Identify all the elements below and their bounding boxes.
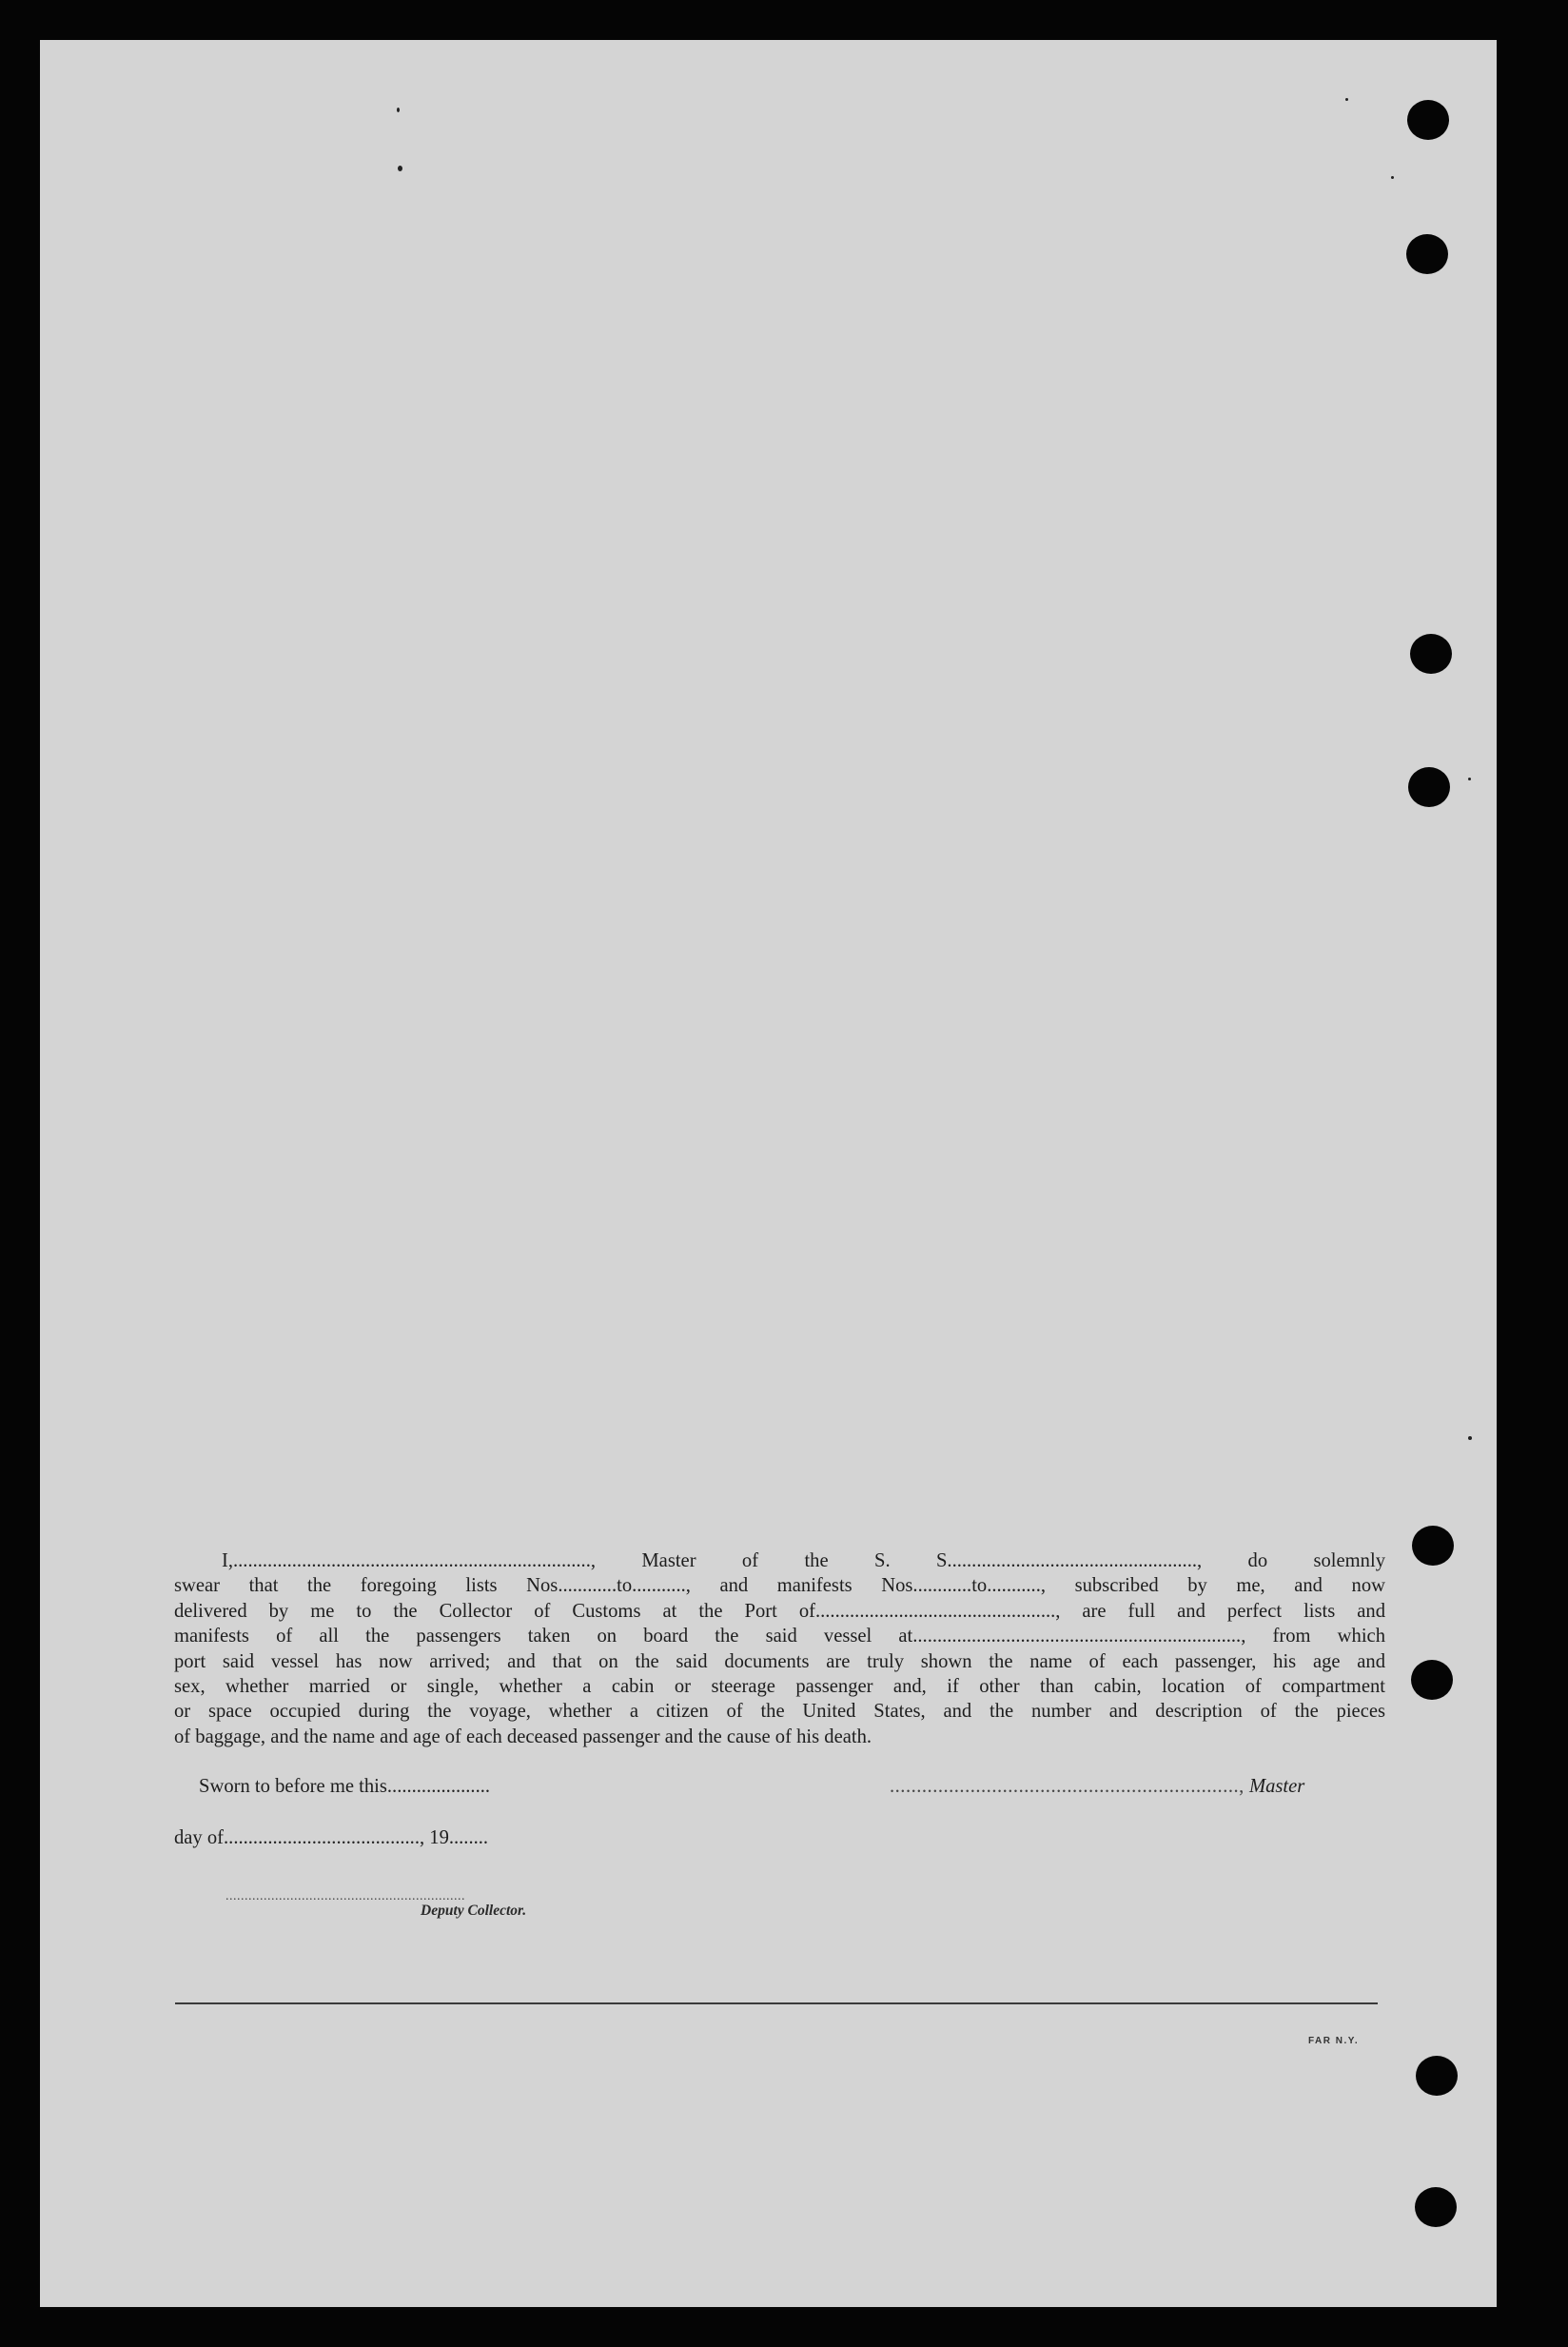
punch-hole-5 (1412, 1526, 1454, 1566)
oath-line-3: delivered by me to the Collector of Customs at the Port of................................................., are full and perfect lists and (174, 1600, 1385, 1622)
footer-rule (175, 2002, 1378, 2004)
master-label: Master (1248, 1776, 1305, 1797)
deputy-collector-label: Deputy Collector. (421, 1903, 527, 1919)
scan-speck (1468, 1436, 1472, 1440)
master-signature-field: ................................................................., (890, 1776, 1245, 1797)
oath-line-6: sex, whether married or single, whether a cabin or steerage passenger and, if other than cabin, location of compartment (174, 1676, 1385, 1698)
manifest-page (40, 40, 1497, 2307)
scan-speck (397, 108, 400, 112)
deputy-signature-field: ............................................................... (225, 1889, 465, 1903)
oath-line-7: or space occupied during the voyage, whether a citizen of the United States, and the number and description of the pieces (174, 1701, 1385, 1723)
oath-line-4: manifests of all the passengers taken on board the said vessel at..................................................................., from which (174, 1626, 1385, 1647)
oath-line-2: swear that the foregoing lists Nos............to..........., and manifests Nos............to..........., subscribed by me, and now (174, 1575, 1385, 1597)
oath-line-5: port said vessel has now arrived; and that on the said documents are truly shown the name of each passenger, his age and (174, 1650, 1385, 1672)
oath-paragraph (174, 1548, 1385, 1749)
scan-speck (1468, 778, 1471, 780)
oath-line-1: I,........................................................................., Master of the S. S..................................................., do solemnly (222, 1550, 1385, 1571)
scan-speck (1345, 98, 1348, 101)
punch-hole-1 (1407, 100, 1449, 140)
master-signature-line (890, 1776, 1304, 1798)
punch-hole-6 (1411, 1660, 1453, 1700)
scan-speck (1391, 176, 1394, 179)
date-line: day of........................................, 19........ (174, 1827, 489, 1848)
printer-mark: FAR N.Y. (1308, 2036, 1360, 2046)
punch-hole-8 (1415, 2187, 1457, 2227)
sworn-statement: Sworn to before me this..................... (199, 1776, 491, 1797)
punch-hole-4 (1408, 767, 1450, 807)
punch-hole-3 (1410, 634, 1452, 674)
punch-hole-2 (1406, 234, 1448, 274)
oath-line-8: of baggage, and the name and age of each deceased passenger and the cause of his death. (174, 1726, 872, 1747)
scan-speck (398, 166, 402, 171)
punch-hole-7 (1416, 2056, 1458, 2096)
